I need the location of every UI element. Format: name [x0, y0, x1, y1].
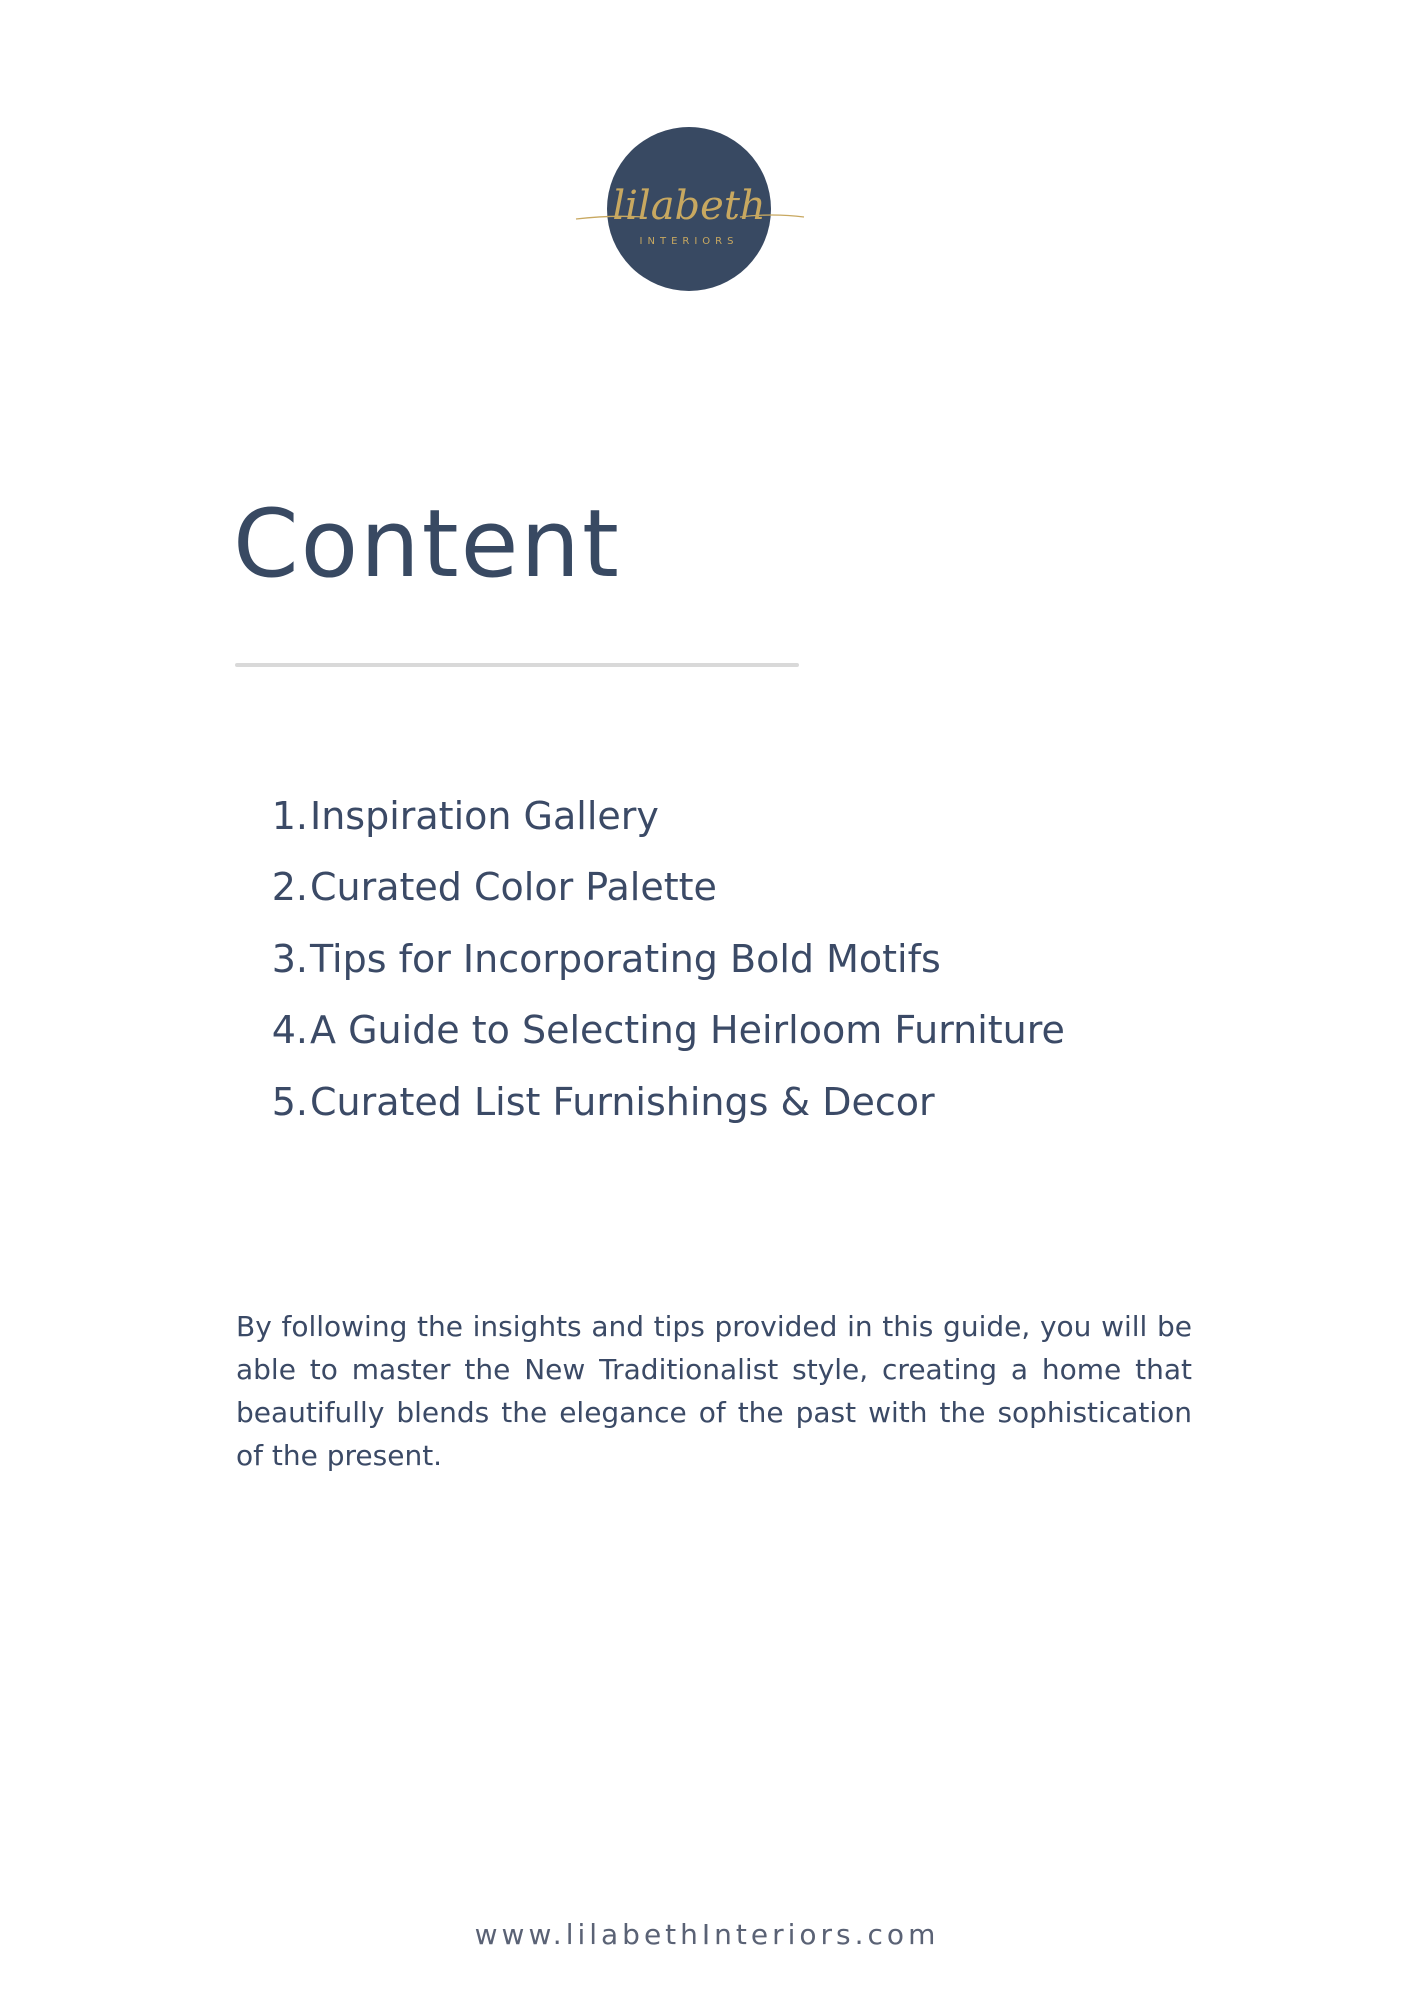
toc-item-number: 4. [271, 1008, 308, 1053]
toc-item-label: Inspiration Gallery [310, 793, 659, 838]
table-of-contents [240, 780, 1065, 1138]
logo-script-text: lilabeth [612, 183, 766, 229]
toc-item-number: 2. [271, 865, 308, 910]
toc-item-heirloom-furniture[interactable] [240, 995, 1065, 1067]
toc-item-number: 5. [271, 1079, 308, 1124]
brand-logo [607, 127, 771, 291]
toc-item-furnishings-decor[interactable] [240, 1066, 1065, 1138]
summary-paragraph: By following the insights and tips provided in this guide, you will be able to master the New Traditionalist style, creating a home that beautifully blends the elegance of the past with the sophistication of the present. [236, 1310, 1192, 1472]
toc-item-bold-motifs[interactable] [240, 923, 1065, 995]
logo-tagline-text: INTERIORS [639, 236, 739, 247]
page-title: Content [233, 490, 621, 599]
toc-item-label: Curated List Furnishings & Decor [310, 1079, 935, 1124]
toc-item-label: Curated Color Palette [310, 865, 717, 910]
title-divider [235, 663, 799, 667]
toc-item-number: 3. [271, 936, 308, 981]
toc-item-label: Tips for Incorporating Bold Motifs [310, 936, 941, 981]
footer-website-link[interactable]: www.lilabethInteriors.com [474, 1918, 940, 1951]
brand-logo-mark [572, 127, 806, 291]
toc-item-number: 1. [271, 793, 308, 838]
toc-item-color-palette[interactable] [240, 852, 1065, 924]
toc-item-inspiration-gallery[interactable] [240, 780, 1065, 852]
toc-item-label: A Guide to Selecting Heirloom Furniture [310, 1008, 1065, 1053]
